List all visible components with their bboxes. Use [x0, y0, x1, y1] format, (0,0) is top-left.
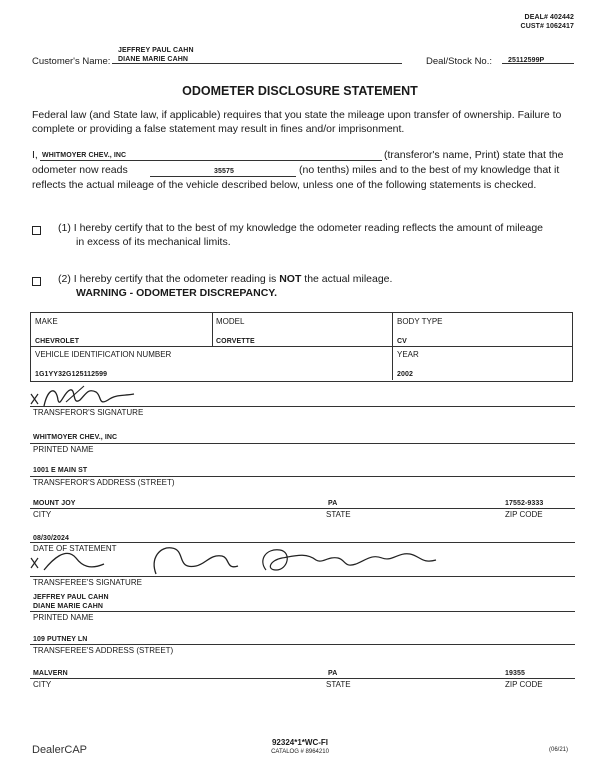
transferor-name-hint: (transferor's name, Print) state that the — [384, 149, 564, 161]
transferor-city-line — [30, 508, 575, 509]
customer-name-line — [112, 63, 402, 64]
option2-text-b: the actual mileage. — [304, 273, 393, 285]
transferee-printed-name-1: JEFFREY PAUL CAHN — [33, 594, 109, 601]
transferee-city-line — [30, 678, 575, 679]
intro-text: Federal law (and State law, if applicable) requires that you state the mileage upon transfer of ownership. Failure to complete or providing a false statement may result in fines and/or imprisonment. — [32, 109, 562, 135]
transferor-printed-name-label: PRINTED NAME — [33, 445, 94, 454]
revision-date: (06/21) — [548, 747, 568, 753]
transferor-zip: 17552-9333 — [505, 500, 544, 507]
make-value: CHEVROLET — [35, 338, 80, 345]
transferor-state: PA — [328, 500, 338, 507]
odometer-suffix: (no tenths) miles and to the best of my knowledge that it — [299, 164, 560, 176]
statement-line3: reflects the actual mileage of the vehicle described below, unless one of the following statements is checked. — [32, 179, 537, 191]
transferee-address-line — [30, 644, 575, 645]
vehicle-table-row-divider — [31, 346, 572, 347]
deal-stock-line — [502, 63, 574, 64]
transferor-address-label: TRANSFEROR'S ADDRESS (STREET) — [33, 478, 175, 487]
transferee-zip-label: ZIP CODE — [505, 680, 543, 689]
transferor-state-label: STATE — [326, 510, 351, 519]
transferee-printed-name-line — [30, 611, 575, 612]
transferor-printed-name: WHITMOYER CHEV., INC — [33, 434, 118, 441]
i-label: I, — [32, 149, 38, 161]
option2-text — [58, 272, 392, 286]
make-label: MAKE — [35, 317, 58, 326]
customer-name-label: Customer's Name: — [32, 56, 111, 67]
model-value: CORVETTE — [216, 338, 255, 345]
vin-label: VEHICLE IDENTIFICATION NUMBER — [35, 350, 172, 359]
transferor-signature-label: TRANSFEROR'S SIGNATURE — [33, 408, 144, 417]
option1-text-a: (1) I hereby certify that to the best of my knowledge the odometer reading reflects the amount of mileage — [58, 222, 544, 234]
customer-name-line2: DIANE MARIE CAHN — [118, 56, 189, 63]
option2-not: NOT — [279, 273, 302, 285]
transferor-address: 1001 E MAIN ST — [33, 467, 88, 474]
transferee-city-label: CITY — [33, 680, 52, 689]
transferor-printed-name-line — [30, 443, 575, 444]
transferee-signature-line — [30, 576, 575, 577]
vehicle-table — [30, 312, 573, 382]
transferor-signature-line — [30, 406, 575, 407]
catalog-number: CATALOG # 8964210 — [271, 749, 329, 755]
transferor-name-value: WHITMOYER CHEV., INC — [42, 152, 127, 159]
vehicle-table-col-divider-1 — [212, 313, 213, 346]
transferee-address-label: TRANSFEREE'S ADDRESS (STREET) — [33, 646, 174, 655]
option2-text-a: (2) I hereby certify that the odometer reading is — [58, 273, 277, 285]
transferor-zip-label: ZIP CODE — [505, 510, 543, 519]
year-value: 2002 — [397, 371, 413, 378]
dealercap-logo: DealerCAP — [32, 744, 88, 756]
deal-stock-value: 25112599P — [508, 57, 545, 64]
transferee-address: 109 PUTNEY LN — [33, 636, 88, 643]
odometer-line — [150, 176, 296, 177]
transferor-city: MOUNT JOY — [33, 500, 76, 507]
transferee-zip: 19355 — [505, 670, 525, 677]
odometer-value: 35575 — [214, 168, 234, 175]
customer-number: CUST# 1062417 — [520, 23, 574, 30]
transferee-signature — [26, 540, 446, 580]
body-type-label: BODY TYPE — [397, 317, 443, 326]
transferor-name-line — [40, 160, 382, 161]
odometer-prefix: odometer now reads — [32, 164, 128, 176]
transferee-printed-name-2: DIANE MARIE CAHN — [33, 603, 104, 610]
option1-checkbox[interactable] — [32, 226, 41, 235]
option2-checkbox[interactable] — [32, 277, 41, 286]
odometer-warning: WARNING - ODOMETER DISCREPANCY. — [76, 287, 278, 299]
transferee-printed-name-label: PRINTED NAME — [33, 613, 94, 622]
model-label: MODEL — [216, 317, 245, 326]
deal-number: DEAL# 402442 — [524, 14, 574, 21]
form-code: 92324*1*WC-FI — [271, 738, 329, 747]
year-label: YEAR — [397, 350, 419, 359]
customer-name-line1: JEFFREY PAUL CAHN — [118, 47, 194, 54]
option1-text-b: in excess of its mechanical limits. — [76, 236, 231, 248]
transferor-city-label: CITY — [33, 510, 52, 519]
vehicle-table-col-divider-2 — [392, 313, 393, 380]
transferee-signature-label: TRANSFEREE'S SIGNATURE — [33, 578, 142, 587]
transferee-state-label: STATE — [326, 680, 351, 689]
page-title: ODOMETER DISCLOSURE STATEMENT — [182, 84, 418, 98]
transferor-address-line — [30, 476, 575, 477]
transferee-state: PA — [328, 670, 338, 677]
transferee-city: MALVERN — [33, 670, 68, 677]
statement-date: 08/30/2024 — [33, 535, 70, 542]
deal-stock-label: Deal/Stock No.: — [426, 56, 492, 67]
body-type-value: CV — [397, 338, 407, 345]
vin-value: 1G1YY32G125112599 — [35, 371, 108, 378]
statement-date-label: DATE OF STATEMENT — [33, 544, 117, 553]
